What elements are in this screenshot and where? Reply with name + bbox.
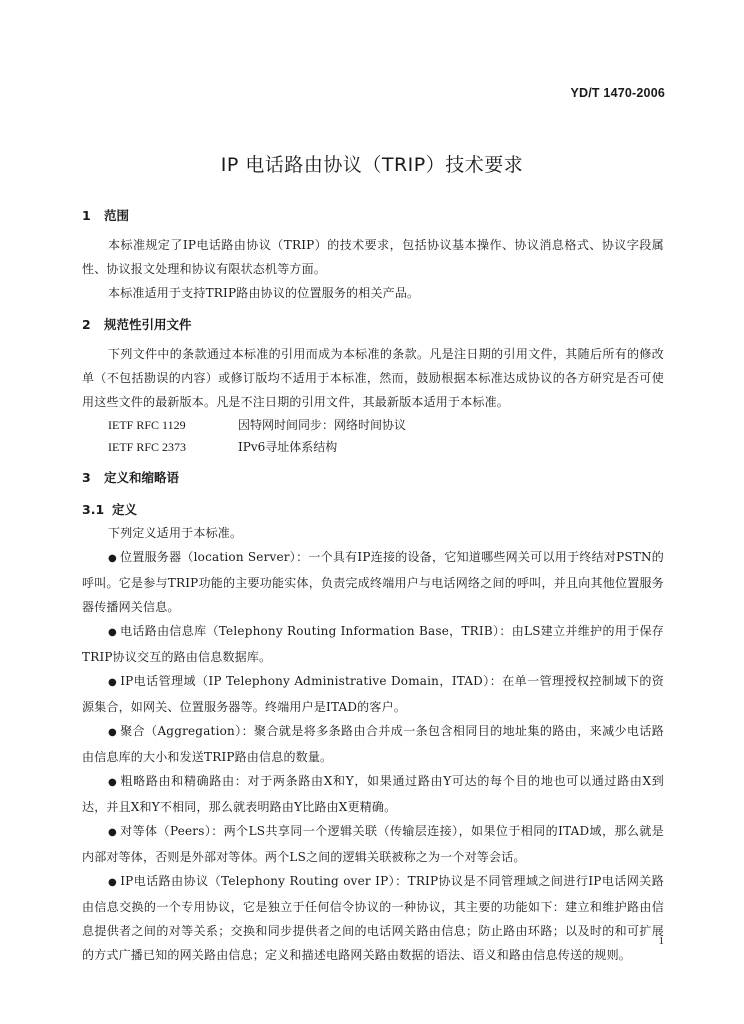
reference-code: IETF RFC 1129 [108,418,186,432]
definition-item [82,719,664,769]
section-title: 定义 [112,502,138,517]
section-title: 定义和缩略语 [104,470,180,485]
standard-number: YD/T 1470-2006 [570,86,665,100]
definitions-intro: 下列定义适用于本标准。 [108,526,243,540]
bullet-icon: ● [108,553,117,564]
section-2-heading [82,313,664,336]
reference-title: 因特网时间同步：网络时间协议 [238,418,407,432]
reference-row [82,414,664,436]
definition-item [82,769,664,819]
bullet-icon: ● [108,877,118,888]
definition-text: 粗略路由和精确路由：对于两条路由X和Y，如果通过路由Y可达的每个目的地也可以通过路由X到达，并且X和Y不相同，那么就表明路由Y比路由X更精确。 [82,774,664,814]
section-number: 3.1 [82,502,105,517]
definition-text: 电话路由信息库（Telephony Routing Information Base，TRIB）：由LS建立并维护的用于保存TRIP协议交互的路由信息数据库。 [82,624,664,664]
section-number: 1 [82,208,91,223]
page-number: 1 [658,935,664,947]
reference-code: IETF RFC 2373 [108,440,187,454]
section-number: 2 [82,317,91,332]
reference-row [82,436,664,458]
section-1-heading [82,204,664,227]
definition-text: IP电话路由协议（Telephony Routing over IP）：TRIP协议是不同管理域之间进行IP电话网关路由信息交换的一个专用协议，它是独立于任何信令协议的一种协议，其主要的功能如下：建立和维护路由信息提供者之间的对等关系；交换和同步提供者之间的电话网关路由信息；防止路由环路；以及时的和可扩展的方式广播已知的网关路由信息；定义和描述电路网关路由数据的语法、语义和路由信息传送的规则。 [82,874,664,962]
bullet-icon: ● [108,727,118,738]
bullet-icon: ● [108,827,118,838]
definition-item [82,819,664,869]
section-3-1-heading [82,498,664,521]
scope-paragraph-2: 本标准适用于支持TRIP路由协议的位置服务的相关产品。 [108,286,420,300]
bullet-icon: ● [108,627,118,638]
bullet-icon: ● [108,677,118,688]
definition-text: 聚合（Aggregation）：聚合就是将多条路由合并成一条包含相同目的地址集的路由，来减少电话路由信息库的大小和发送TRIP路由信息的数量。 [82,724,664,764]
section-title: 范围 [104,208,130,223]
document-title: IP 电话路由协议（TRIP）技术要求 [220,154,524,176]
reference-title: IPv6寻址体系结构 [238,440,338,454]
definition-text: 对等体（Peers）：两个LS共享同一个逻辑关联（传输层连接），如果位于相同的ITAD域，那么就是内部对等体，否则是外部对等体。两个LS之间的逻辑关联被称之为一个对等会话。 [82,824,664,864]
bullet-icon: ● [108,777,118,788]
section-number: 3 [82,470,91,485]
definition-item [82,669,664,719]
definition-item [82,869,664,967]
definition-item [82,545,664,619]
definition-text: 位置服务器（location Server）：一个具有IP连接的设备，它知道哪些网关可以用于终结对PSTN的呼叫。它是参与TRIP功能的主要功能实体，负责完成终端用户与电话网络之间的呼叫，并且向其他位置服务器传播网关信息。 [82,550,664,614]
normative-references-paragraph: 下列文件中的条款通过本标准的引用而成为本标准的条款。凡是注日期的引用文件，其随后所有的修改单（不包括勘误的内容）或修订版均不适用于本标准，然而，鼓励根据本标准达成协议的各方研究是否可使用这些文件的最新版本。凡是不注日期的引用文件，其最新版本适用于本标准。 [82,347,664,409]
document-body [82,204,664,967]
section-3-heading [82,466,664,489]
definition-text: IP电话管理域（IP Telephony Administrative Domain，ITAD）：在单一管理授权控制域下的资源集合，如网关、位置服务器等。终端用户是ITAD的客户。 [82,674,664,714]
definition-item [82,619,664,669]
section-title: 规范性引用文件 [104,317,192,332]
scope-paragraph-1: 本标准规定了IP电话路由协议（TRIP）的技术要求，包括协议基本操作、协议消息格式、协议字段属性、协议报文处理和协议有限状态机等方面。 [82,238,664,276]
